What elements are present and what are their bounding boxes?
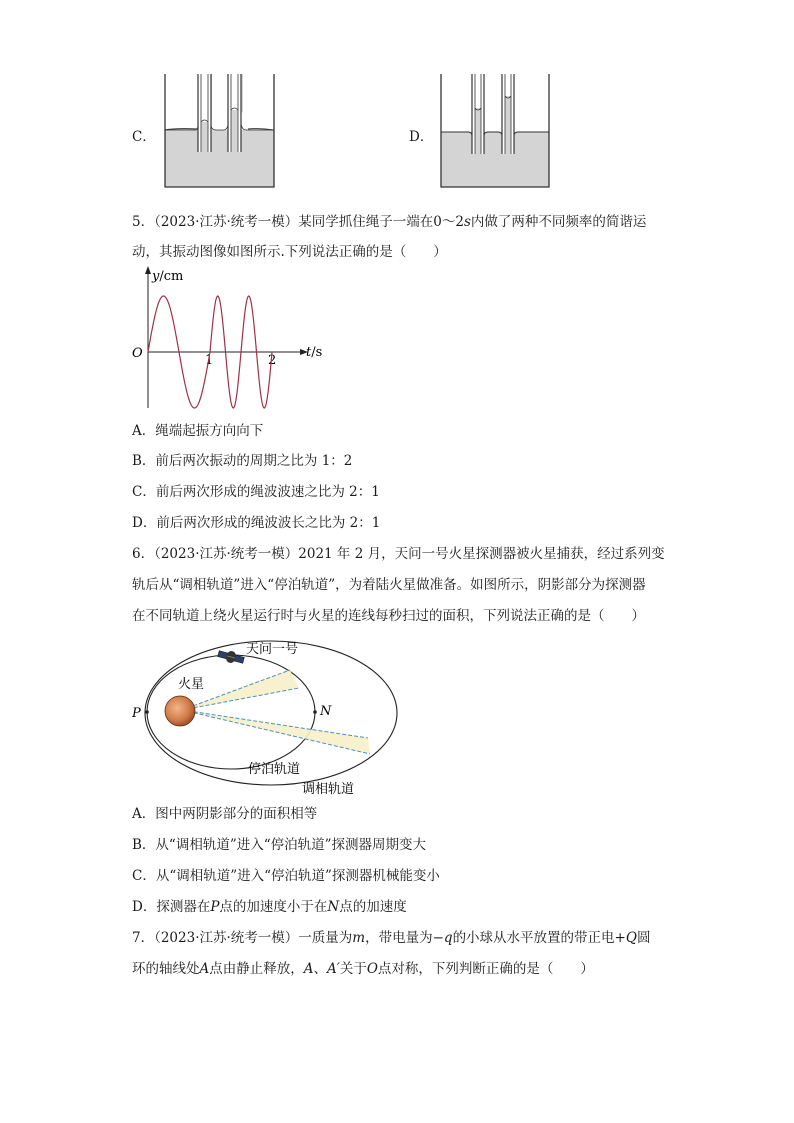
- y-axis-arrow: [145, 266, 151, 274]
- q6-option-d-suffix: 点的加速度: [339, 899, 407, 915]
- q6-option-d-p: P: [210, 899, 220, 915]
- q7-l2-mid1: 点由静止释放，: [209, 961, 304, 977]
- q6-option-a[interactable]: A．图中两阴影部分的面积相等: [132, 806, 318, 822]
- y-axis-label: y/cm: [152, 269, 184, 284]
- q7-l2-suffix: 点对称，下列判断正确的是（ ）: [377, 961, 594, 977]
- q5-option-a[interactable]: A．绳端起振方向向下: [132, 423, 264, 439]
- parking-orbit-label: 停泊轨道: [248, 762, 301, 777]
- beaker-d-figure: [436, 74, 554, 190]
- option-c-label: C．: [132, 129, 156, 145]
- q7-l2-O: O: [366, 961, 378, 977]
- point-p-label: P: [132, 706, 141, 721]
- q6-option-d-n: N: [327, 899, 340, 915]
- q5-option-b[interactable]: B．前后两次振动的周期之比为 1：2: [132, 453, 353, 469]
- point-p: [145, 710, 149, 714]
- point-n-label: N: [320, 704, 332, 719]
- q7-l2-A3: A′: [327, 961, 340, 977]
- phasing-orbit-label: 调相轨道: [302, 782, 355, 797]
- probe-label: 天问一号: [246, 642, 299, 657]
- q5-line1-prefix: 5．（2023·江苏·统考一模）某同学抓住绳子一端在0～2: [132, 214, 464, 230]
- beaker-c-figure: [160, 74, 280, 190]
- q6-option-d-mid: 点的加速度小于在: [219, 899, 328, 915]
- q5-option-c[interactable]: C．前后两次形成的绳波波速之比为 2：1: [132, 484, 380, 500]
- q6-option-c[interactable]: C．从“调相轨道”进入“停泊轨道”探测器机械能变小: [132, 868, 440, 884]
- mars-planet: [165, 696, 195, 726]
- q7-l1-q: −q: [432, 930, 453, 946]
- q6-orbit-diagram: [130, 636, 400, 800]
- option-d-label: D．: [409, 129, 434, 145]
- q7-l2-prefix: 环的轴线处: [132, 961, 200, 977]
- mars-label: 火星: [178, 677, 205, 692]
- q6-option-d[interactable]: [132, 897, 407, 917]
- q7-l1-prefix: 7．（2023·江苏·统考一模）一质量为: [132, 930, 353, 946]
- q7-stem-line-2: [132, 959, 594, 979]
- q5-option-d[interactable]: D．前后两次形成的绳波波长之比为 2：1: [132, 515, 381, 531]
- q5-stem-line-2: 动，其振动图像如图所示.下列说法正确的是（ ）: [132, 244, 447, 260]
- q7-l1-m: m: [352, 930, 366, 946]
- q6-option-b[interactable]: B．从“调相轨道”进入“停泊轨道”探测器周期变大: [132, 837, 427, 853]
- q7-l1-mid1: ，带电量为: [365, 930, 433, 946]
- q6-stem-line-3: 在不同轨道上绕火星运行时与火星的连线每秒扫过的面积，下列说法正确的是（ ）: [132, 608, 645, 624]
- q5-stem-line-1: [132, 212, 646, 232]
- q7-l1-Q: Q: [625, 930, 637, 946]
- q7-l1-suffix: 圆: [636, 930, 651, 946]
- x-axis-label: t/s: [306, 345, 323, 360]
- q7-l2-mid2: 关于: [339, 961, 367, 977]
- q7-l2-A2: A: [303, 961, 314, 977]
- q5-line1-suffix: 内做了两种不同频率的简谐运: [470, 214, 647, 230]
- q5-vibration-graph: [128, 266, 328, 414]
- x-tick-1: 1: [205, 353, 214, 368]
- q6-stem-line-2: 轨后从“调相轨道”进入“停泊轨道”，为着陆火星做准备。如图所示，阴影部分为探测器: [132, 577, 646, 593]
- origin-label: O: [132, 346, 143, 361]
- q7-stem-line-1: [132, 928, 650, 948]
- q6-option-d-prefix: D．探测器在: [132, 899, 211, 915]
- q6-stem-line-1: 6．（2023·江苏·统考一模）2021 年 2 月，天问一号火星探测器被火星捕获，经过系列变: [132, 546, 665, 562]
- q7-l2-sep: 、: [313, 961, 327, 977]
- q7-l2-A: A: [199, 961, 210, 977]
- point-n: [313, 710, 317, 714]
- q7-l1-mid2: 的小球从水平放置的带正电+: [452, 930, 626, 946]
- satellite-icon: [217, 648, 245, 666]
- q5-line1-unit: s: [463, 214, 471, 230]
- x-tick-2: 2: [268, 353, 277, 368]
